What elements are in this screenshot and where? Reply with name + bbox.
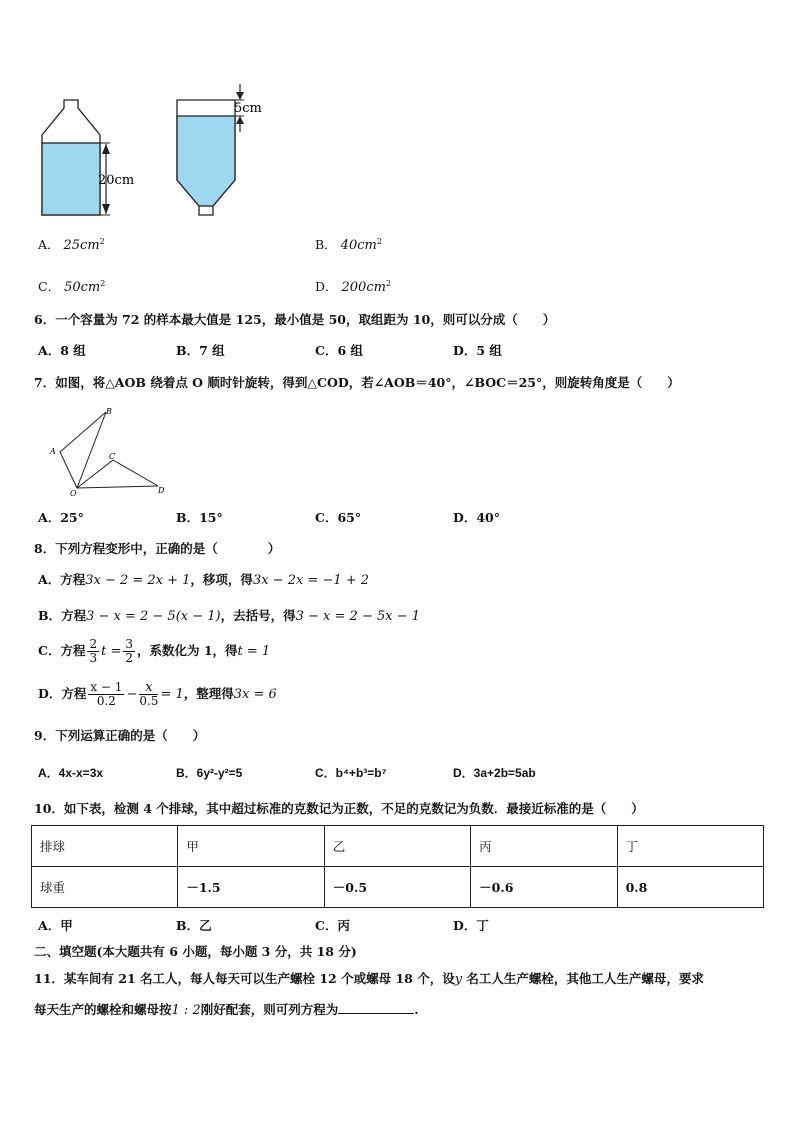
rotation-figure <box>46 404 176 500</box>
q8-b-middle: ，去括号，得 <box>220 608 296 623</box>
q10-option-a: A．甲 <box>38 918 73 933</box>
q11-line-2 <box>34 1001 419 1019</box>
table-cell: 0.8 <box>617 867 763 908</box>
table-cell: －0.5 <box>324 867 470 908</box>
q8-c-prefix: C．方程 <box>38 643 86 658</box>
q8-b-result: 3 − x = 2 − 5x − 1 <box>295 609 421 624</box>
table-cell: 丁 <box>617 826 763 867</box>
table-row <box>32 867 764 908</box>
q8-option-b <box>38 608 420 625</box>
q10-stem: 10．如下表，检测 4 个排球，其中超过标准的克数记为正数，不足的克数记为负数．最接近标准的是（ ） <box>34 801 644 816</box>
right-gap-label: 5cm <box>234 101 262 116</box>
q8-d-f2-num: x <box>139 681 158 695</box>
q11-line-2-b: 刚好配套，则可列方程为 <box>200 1002 339 1017</box>
q8-d-result: 3x = 6 <box>233 687 277 702</box>
q8-c-middle: ，系数化为 1，得 <box>136 643 238 658</box>
q6-option-c: C．6 组 <box>315 343 363 358</box>
q5-option-b-key: B． <box>315 237 337 253</box>
q5-option-d-value: 200cm <box>341 280 386 296</box>
q8-c-fraction-1 <box>87 638 99 665</box>
q8-stem: 8．下列方程变形中，正确的是（ ） <box>34 541 281 556</box>
q10-option-c: C．丙 <box>315 918 350 933</box>
q8-option-d <box>38 681 277 708</box>
q5-option-a-key: A． <box>38 237 60 253</box>
q8-c-var: t = <box>101 644 122 659</box>
q8-option-a <box>38 572 369 589</box>
q8-c-f1-den: 3 <box>89 651 98 665</box>
q8-d-middle: ，整理得 <box>183 686 234 701</box>
q7-option-a: A．25° <box>38 510 84 525</box>
q9-option-d: D．3a+2b=5ab <box>453 766 536 780</box>
q8-a-result: 3x − 2x = −1 + 2 <box>252 573 370 588</box>
q6-option-a: A．8 组 <box>38 343 86 358</box>
q8-d-minus: − <box>126 687 138 702</box>
point-label-c: C <box>109 452 116 461</box>
table-cell: －1.5 <box>178 867 324 908</box>
q7-stem: 7．如图，将△AOB 绕着点 O 顺时针旋转，得到△COD，若∠AOB＝40°，∠BOC＝25°，则旋转角度是（ ） <box>34 375 680 390</box>
q11-line-1-a: 11．某车间有 21 名工人，每人每天可以生产螺栓 12 个或螺母 18 个，设 <box>34 971 455 986</box>
q5-option-b <box>315 234 382 254</box>
q8-c-f1-num: 2 <box>89 637 98 651</box>
point-label-a: A <box>50 447 56 456</box>
q8-d-prefix: D．方程 <box>38 686 87 701</box>
q6-stem: 6．一个容量为 72 的样本最大值是 125，最小值是 50，取组距为 10，则可以分成（ ） <box>34 312 556 327</box>
table-cell: 球重 <box>32 867 178 908</box>
q10-option-d: D．丁 <box>453 918 489 933</box>
q8-d-f1-den: 0.2 <box>96 694 116 708</box>
q8-d-f2-den: 0.5 <box>139 694 159 708</box>
q8-d-equals: = 1 <box>160 687 184 702</box>
q8-d-f1-num: x − 1 <box>90 680 123 694</box>
q8-c-result: t = 1 <box>237 644 271 659</box>
section-heading: 二、填空题(本大题共有 6 小题，每小题 3 分，共 18 分) <box>34 944 357 959</box>
q5-option-d-sup: 2 <box>385 279 392 288</box>
table-cell: 甲 <box>178 826 324 867</box>
container-figure <box>36 82 276 222</box>
table-row <box>32 826 764 867</box>
q5-option-c <box>38 276 105 296</box>
q5-option-c-key: C． <box>38 279 61 295</box>
q5-option-c-value: 50cm <box>64 280 101 296</box>
q8-b-equation: 3 − x = 2 − 5(x − 1) <box>86 609 221 624</box>
q8-a-middle: ，移项，得 <box>190 572 253 587</box>
q5-option-c-sup: 2 <box>100 279 106 288</box>
q8-a-prefix: A．方程 <box>38 572 86 587</box>
q8-c-fraction-2 <box>123 638 135 665</box>
q5-option-d <box>315 276 391 296</box>
q7-option-b: B．15° <box>176 510 223 525</box>
q8-option-c <box>38 638 270 665</box>
q8-d-fraction-1 <box>88 681 124 708</box>
q11-line-1-b: 名工人生产螺栓，其他工人生产螺母，要求 <box>462 971 704 986</box>
q8-c-f2-num: 3 <box>125 637 133 651</box>
point-label-d: D <box>158 486 165 495</box>
q5-option-a-sup: 2 <box>99 237 105 246</box>
q9-option-b: B．6y²-y²=5 <box>176 766 243 780</box>
table-cell: －0.6 <box>471 867 617 908</box>
q5-option-a-value: 25cm <box>63 238 100 254</box>
q5-option-b-sup: 2 <box>376 237 382 246</box>
q7-option-d: D．40° <box>453 510 500 525</box>
table-cell: 乙 <box>324 826 470 867</box>
q8-d-fraction-2 <box>139 681 158 708</box>
answer-blank[interactable] <box>338 1001 414 1014</box>
q5-option-d-key: D． <box>315 279 338 295</box>
q8-b-prefix: B．方程 <box>38 608 87 623</box>
table-cell: 丙 <box>471 826 617 867</box>
table-cell: 排球 <box>32 826 178 867</box>
q11-period: . <box>414 1002 419 1017</box>
q11-line-2-a: 每天生产的螺栓和螺母按 <box>34 1002 172 1017</box>
point-label-o: O <box>70 489 77 498</box>
q11-line-1 <box>34 971 704 988</box>
q8-a-equation: 3x − 2 = 2x + 1 <box>85 573 191 588</box>
q11-variable: y <box>454 972 463 987</box>
volleyball-weight-table <box>31 825 764 908</box>
point-label-b: B <box>106 407 112 416</box>
q10-option-b: B．乙 <box>176 918 212 933</box>
q6-option-d: D．5 组 <box>453 343 502 358</box>
q5-option-a <box>38 234 105 254</box>
q7-option-c: C．65° <box>315 510 362 525</box>
q8-c-f2-den: 2 <box>125 651 133 665</box>
q5-option-b-value: 40cm <box>340 238 377 254</box>
q6-option-b: B．7 组 <box>176 343 225 358</box>
q9-option-c: C．b⁴+b³=b⁷ <box>315 766 387 780</box>
q9-option-a: A．4x-x=3x <box>38 766 104 780</box>
left-height-label: 20cm <box>98 173 135 188</box>
q11-ratio: 1 : 2 <box>171 1003 201 1018</box>
q9-stem: 9．下列运算正确的是（ ） <box>34 728 206 743</box>
